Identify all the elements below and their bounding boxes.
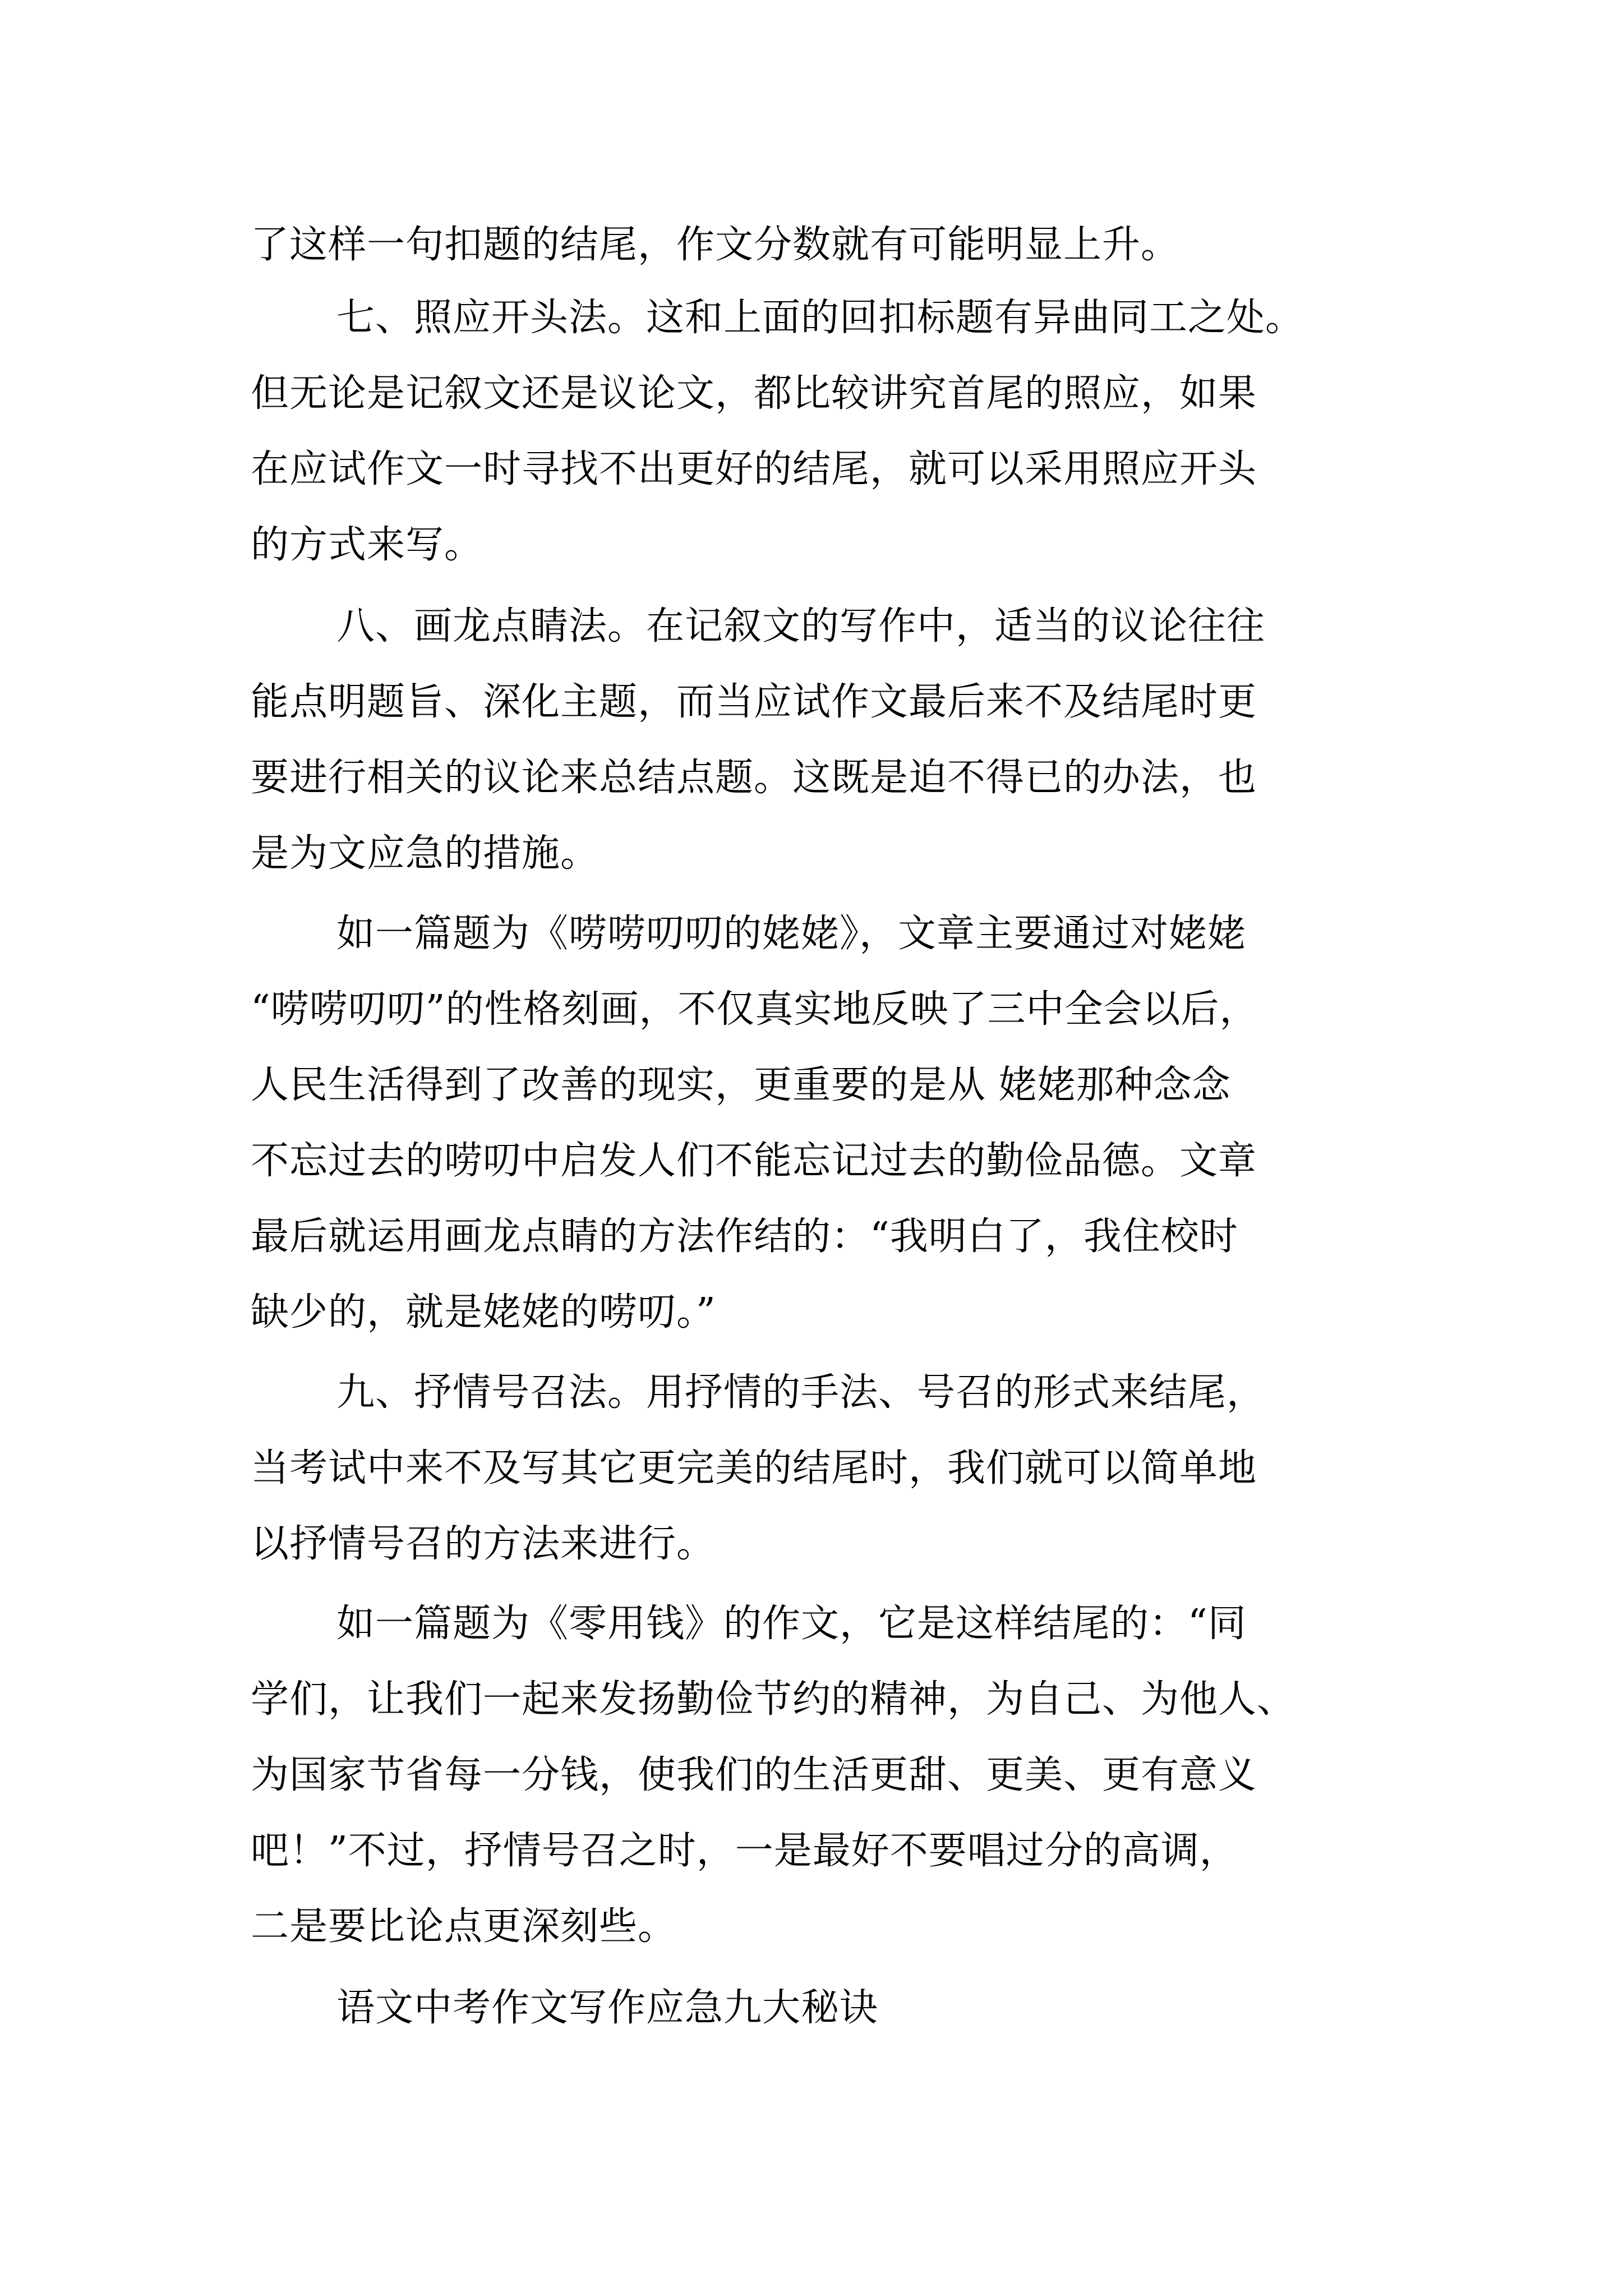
text-line: 在应试作文一时寻找不出更好的结尾，就可以采用照应开头	[251, 447, 1257, 491]
text-line: 吧！”不过，抒情号召之时，一是最好不要唱过分的高调，	[251, 1829, 1238, 1873]
text-line: 的方式来写。	[251, 523, 483, 567]
text-line: “唠唠叨叨”的性格刻画，不仅真实地反映了三中全会以后，	[251, 987, 1258, 1032]
text-line: 为国家节省每一分钱，使我们的生活更甜、更美、更有意义	[251, 1753, 1257, 1797]
text-line: 学们，让我们一起来发扬勤俭节约的精神，为自己、为他人、	[251, 1677, 1296, 1722]
text-line: 了这样一句扣题的结尾，作文分数就有可能明显上升。	[251, 223, 1180, 267]
text-line: 不忘过去的唠叨中启发人们不能忘记过去的勤俭品德。文章	[251, 1139, 1257, 1183]
text-line: 要进行相关的议论来总结点题。这既是迫不得已的办法，也	[251, 756, 1257, 800]
text-line: 二是要比论点更深刻些。	[251, 1904, 677, 1949]
text-line: 七、照应开头法。这和上面的回扣标题有异曲同工之处。	[336, 296, 1304, 340]
text-line: 语文中考作文写作应急九大秘诀	[336, 1986, 879, 2030]
text-line: 如一篇题为《唠唠叨叨的姥姥》，文章主要通过对姥姥	[336, 912, 1247, 956]
text-line: 以抒情号召的方法来进行。	[251, 1522, 716, 1566]
text-line: 缺少的，就是姥姥的唠叨。”	[251, 1290, 716, 1335]
text-line: 能点明题旨、深化主题，而当应试作文最后来不及结尾时更	[251, 680, 1257, 724]
text-line: 最后就运用画龙点睛的方法作结的：“我明白了，我住校时	[251, 1214, 1238, 1259]
text-line: 是为文应急的措施。	[251, 831, 600, 876]
text-line: 但无论是记叙文还是议论文，都比较讲究首尾的照应，如果	[251, 371, 1257, 416]
text-line: 当考试中来不及写其它更完美的结尾时，我们就可以简单地	[251, 1446, 1257, 1490]
text-line: 八、画龙点睛法。在记叙文的写作中，适当的议论往往	[336, 604, 1266, 648]
text-line: 如一篇题为《零用钱》的作文，它是这样结尾的：“同	[336, 1602, 1247, 1646]
text-line: 人民生活得到了改善的现实，更重要的是从 姥姥那种念念	[251, 1063, 1231, 1107]
text-line: 九、抒情号召法。用抒情的手法、号召的形式来结尾，	[336, 1370, 1266, 1415]
